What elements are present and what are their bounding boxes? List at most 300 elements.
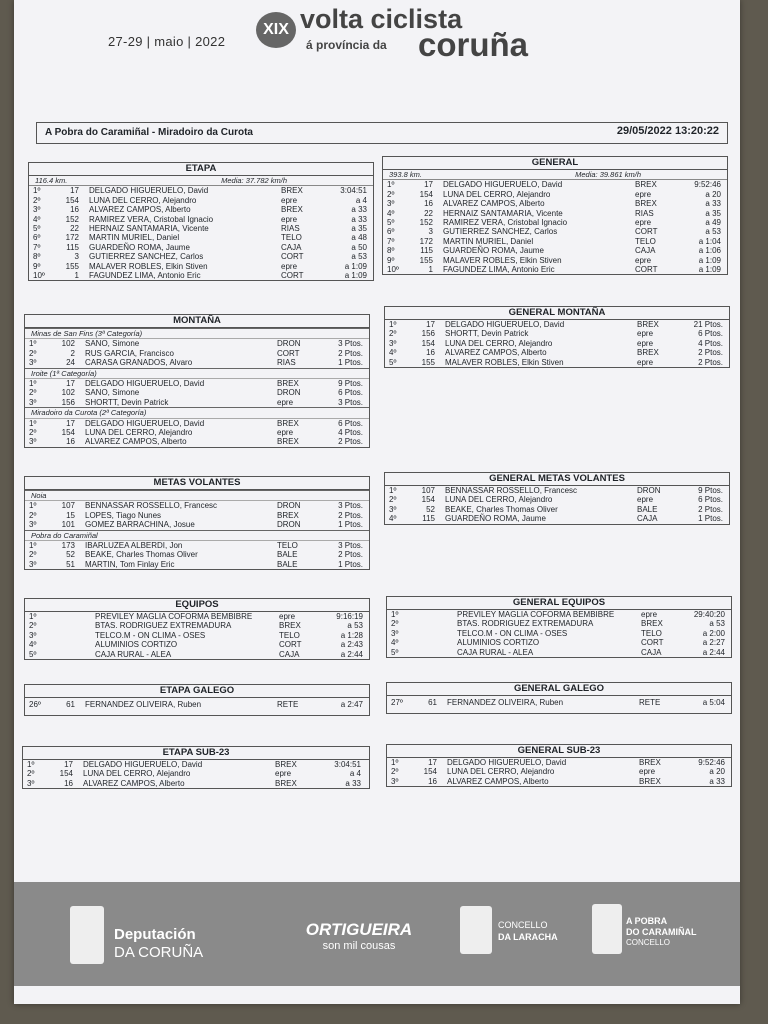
position: 1º [387, 180, 395, 190]
rider-name: FAGUNDEZ LIMA, Antonio Eric [89, 270, 201, 280]
team-code: DRON [277, 520, 301, 530]
general-title: GENERAL [383, 157, 727, 170]
group-label: Noia [25, 490, 369, 501]
table-row [385, 339, 729, 348]
team-code: epre [275, 769, 292, 779]
position: 5º [387, 217, 395, 227]
table-row [387, 758, 731, 767]
result-value: 6 Ptos. [698, 329, 723, 339]
galego-table [24, 684, 370, 716]
team-code: RIAS [635, 208, 654, 218]
gen-metas-title: GENERAL METAS VOLANTES [385, 473, 729, 486]
result-value: a 5:04 [702, 698, 725, 707]
result-value: a 49 [705, 217, 721, 227]
group-label: Iroite (1ª Categoría) [25, 368, 369, 379]
position: 3º [29, 358, 37, 368]
bib-number: 51 [66, 559, 75, 569]
table-row [383, 209, 727, 218]
gen-montana-rows [385, 320, 729, 367]
group-label: Minas de San Fins (3ª Categoría) [25, 328, 369, 339]
event-dates: 27-29 | maio | 2022 [108, 34, 226, 49]
table-row [385, 505, 729, 514]
table-row [387, 638, 731, 647]
position: 3º [29, 437, 37, 447]
team-code: BREX [637, 320, 659, 329]
group-label: Miradoiro da Curota (2ª Categoría) [25, 407, 369, 418]
bib-number: 16 [70, 205, 79, 215]
sponsor-pobra-line3: CONCELLO [626, 938, 671, 947]
bib-number: 16 [64, 778, 73, 788]
result-value: a 20 [709, 767, 725, 777]
team-name: CAJA RURAL - ALEA [457, 647, 534, 657]
team-code: DRON [637, 486, 661, 495]
bib-number: 115 [422, 514, 435, 524]
rider-name: LUNA DEL CERRO, Alejandro [85, 427, 193, 437]
rider-name: RAMIREZ VERA, Cristobal Ignacio [443, 217, 568, 227]
rider-name: FERNANDEZ OLIVEIRA, Ruben [85, 700, 202, 709]
position: 3º [27, 778, 35, 788]
table-row [25, 541, 369, 550]
rider-name: BEAKE, Charles Thomas Oliver [445, 504, 558, 514]
general-stats [383, 170, 727, 180]
group-rows [25, 541, 369, 569]
table-row [383, 180, 727, 189]
bib-number: 61 [428, 698, 437, 707]
stage-bar [36, 122, 728, 144]
rider-name: GUTIERREZ SANCHEZ, Carlos [89, 252, 204, 262]
result-value: a 2:00 [702, 628, 725, 638]
group-rows [25, 501, 369, 529]
result-value: 3 Ptos. [338, 397, 363, 407]
team-code: BALE [637, 504, 658, 514]
bib-number: 102 [61, 339, 75, 349]
bib-number: 22 [70, 223, 79, 233]
position: 10º [387, 264, 399, 274]
result-value: a 33 [709, 776, 725, 786]
position: 1º [33, 186, 41, 196]
result-value: a 1:28 [340, 630, 363, 640]
deputacion-crest-icon [70, 906, 104, 964]
result-value: 2 Ptos. [338, 510, 363, 520]
bib-number: 24 [66, 358, 75, 368]
position: 1º [27, 760, 35, 769]
metas-groups [25, 490, 369, 569]
team-code: RETE [639, 698, 661, 707]
position: 2º [29, 427, 37, 437]
result-value: a 35 [351, 223, 367, 233]
team-code: BREX [275, 760, 297, 769]
rider-name: GUARDEÑO ROMA, Jaume [445, 514, 546, 524]
team-code: epre [635, 217, 652, 227]
position: 3º [29, 559, 37, 569]
result-value: 2 Ptos. [698, 348, 723, 358]
rider-name: DELGADO HIGUERUELO, David [85, 378, 205, 388]
table-row [25, 437, 369, 446]
team-code: epre [637, 338, 654, 348]
metas-title: METAS VOLANTES [25, 477, 369, 490]
table-row [25, 511, 369, 520]
table-row [387, 648, 731, 657]
bib-number: 172 [419, 236, 433, 246]
position: 1º [29, 612, 37, 621]
sponsor-laracha-line2: DA LARACHA [498, 932, 558, 942]
table-row [23, 769, 369, 778]
team-code: CORT [635, 264, 658, 274]
rider-name: DELGADO HIGUERUELO, David [89, 186, 209, 196]
table-row [25, 550, 369, 559]
rider-name: LUNA DEL CERRO, Alejandro [443, 189, 551, 199]
general-km: 393.8 km. [389, 170, 422, 179]
gen-equipos-rows [387, 610, 731, 657]
table-row [25, 428, 369, 437]
team-code: CORT [281, 270, 304, 280]
gen-galego-title: GENERAL GALEGO [387, 683, 731, 696]
position: 8º [387, 246, 395, 256]
rider-name: HERNAIZ SANTAMARIA, Vicente [89, 223, 209, 233]
gen-sub23-title: GENERAL SUB-23 [387, 745, 731, 758]
team-code: epre [637, 495, 654, 505]
bib-number: 107 [421, 486, 435, 495]
result-value: 3:04:51 [340, 186, 367, 196]
result-value: a 33 [351, 205, 367, 215]
team-code: RIAS [281, 223, 300, 233]
team-code: BALE [277, 559, 298, 569]
team-code: BREX [639, 776, 661, 786]
team-name: ALUMINIOS CORTIZO [457, 638, 540, 648]
position: 3º [391, 776, 399, 786]
team-code: BREX [275, 778, 297, 788]
bib-number: 107 [61, 501, 75, 511]
bib-number: 154 [65, 195, 79, 205]
result-value: 9:52:46 [698, 758, 725, 767]
result-value: a 2:44 [702, 647, 725, 657]
bib-number: 16 [426, 348, 435, 358]
result-value: 1 Ptos. [698, 514, 723, 524]
position: 4º [391, 638, 399, 648]
result-value: 4 Ptos. [338, 427, 363, 437]
sub23-rows [23, 760, 369, 788]
table-row [387, 767, 731, 776]
rider-name: BENNASSAR ROSSELLO, Francesc [85, 501, 218, 511]
position: 2º [389, 495, 397, 505]
rider-name: SANO, Simone [85, 388, 140, 398]
team-name: PREVILEY MAGLIA COFORMA BEMBIBRE [457, 610, 615, 619]
position: 8º [33, 252, 41, 262]
position: 1º [29, 501, 37, 511]
team-code: CAJA [641, 647, 662, 657]
result-value: a 2:47 [340, 700, 363, 709]
table-row [383, 256, 727, 265]
rider-name: IBARLUZEA ALBERDI, Jon [85, 540, 183, 550]
result-value: 1 Ptos. [338, 559, 363, 569]
rider-name: LUNA DEL CERRO, Alejandro [89, 195, 197, 205]
sponsor-ortigueira-line2: son mil cousas [322, 940, 396, 952]
etapa-title: ETAPA [29, 163, 373, 176]
stage-name: A Pobra do Caramiñal - Miradoiro da Curota [45, 127, 253, 138]
rider-name: ALVAREZ CAMPOS, Alberto [89, 205, 191, 215]
rider-name: DELGADO HIGUERUELO, David [85, 418, 205, 428]
rider-name: LUNA DEL CERRO, Alejandro [447, 767, 555, 777]
team-code: BREX [277, 437, 299, 447]
result-value: a 1:04 [698, 236, 721, 246]
team-code: epre [281, 214, 298, 224]
result-value: a 53 [351, 252, 367, 262]
bib-number: 15 [66, 510, 75, 520]
equipos-rows [25, 612, 369, 659]
result-value: 3 Ptos. [338, 540, 363, 550]
table-row [25, 640, 369, 649]
table-row [25, 419, 369, 428]
result-value: a 2:43 [340, 640, 363, 650]
table-row [387, 610, 731, 619]
table-row [25, 631, 369, 640]
team-code: epre [277, 427, 294, 437]
montana-title: MONTAÑA [25, 315, 369, 328]
sponsor-deputacion-line1: Deputación [114, 926, 196, 943]
position: 4º [389, 348, 397, 358]
position: 1º [389, 486, 397, 495]
team-name: BTAS. RODRIGUEZ EXTREMADURA [95, 621, 232, 631]
position: 9º [33, 261, 41, 271]
position: 2º [33, 195, 41, 205]
event-subtitle: á província da [306, 38, 387, 52]
table-row [25, 560, 369, 569]
sub23-table [22, 746, 370, 789]
rider-name: DELGADO HIGUERUELO, David [445, 320, 565, 329]
result-value: a 1:09 [344, 261, 367, 271]
bib-number: 52 [426, 504, 435, 514]
team-name: PREVILEY MAGLIA COFORMA BEMBIBRE [95, 612, 253, 621]
result-value: 3 Ptos. [338, 501, 363, 511]
general-table [382, 156, 728, 275]
rider-name: GUARDEÑO ROMA, Jaume [443, 246, 544, 256]
bib-number: 17 [424, 180, 433, 190]
gen-sub23-table [386, 744, 732, 787]
table-row [25, 501, 369, 510]
sponsor-ortigueira-line1: ORTIGUEIRA [305, 920, 413, 939]
gen-montana-table [384, 306, 730, 368]
rider-name: LUNA DEL CERRO, Alejandro [445, 495, 553, 505]
position: 2º [391, 619, 399, 629]
team-name: TELCO.M - ON CLIMA - OSES [457, 628, 568, 638]
bib-number: 17 [66, 418, 75, 428]
bib-number: 154 [59, 769, 73, 779]
team-code: epre [281, 261, 298, 271]
table-row [25, 339, 369, 348]
team-code: epre [635, 189, 652, 199]
bib-number: 1 [74, 270, 79, 280]
team-code: CAJA [637, 514, 658, 524]
result-value: a 20 [705, 189, 721, 199]
team-code: CAJA [281, 242, 302, 252]
position: 1º [29, 378, 37, 388]
rider-name: ALVAREZ CAMPOS, Alberto [85, 437, 187, 447]
position: 3º [29, 520, 37, 530]
table-row [387, 777, 731, 786]
position: 3º [29, 630, 37, 640]
bib-number: 156 [61, 397, 75, 407]
rider-name: MALAVER ROBLES, Elkin Stiven [443, 255, 562, 265]
gen-equipos-table [386, 596, 732, 658]
team-code: BALE [277, 550, 298, 560]
team-name: CAJA RURAL - ALEA [95, 649, 172, 659]
table-row [23, 760, 369, 769]
table-row [25, 349, 369, 358]
position: 5º [389, 357, 397, 367]
bib-number: 3 [74, 252, 79, 262]
etapa-table [28, 162, 374, 281]
group-rows [25, 339, 369, 367]
sponsor-pobra-line2: DO CARAMIÑAL [626, 927, 697, 937]
result-value: a 2:44 [340, 649, 363, 659]
result-value: a 50 [351, 242, 367, 252]
team-code: TELO [635, 236, 656, 246]
bib-number: 2 [70, 348, 75, 358]
sponsor-pobra-line1: A POBRA [626, 916, 668, 926]
position: 2º [29, 621, 37, 631]
bib-number: 154 [423, 767, 437, 777]
bib-number: 155 [65, 261, 79, 271]
table-row [385, 495, 729, 504]
table-row [387, 619, 731, 628]
team-code: TELO [641, 628, 662, 638]
rider-name: DELGADO HIGUERUELO, David [443, 180, 563, 190]
result-value: 2 Ptos. [698, 357, 723, 367]
rider-name: GOMEZ BARRACHINA, Josue [85, 520, 195, 530]
result-value: 29:40:20 [693, 610, 725, 619]
position: 1º [391, 610, 399, 619]
table-row [383, 246, 727, 255]
position: 2º [27, 769, 35, 779]
table-row [25, 379, 369, 388]
team-name: ALUMINIOS CORTIZO [95, 640, 178, 650]
bib-number: 17 [66, 378, 75, 388]
result-value: 2 Ptos. [698, 504, 723, 514]
bib-number: 155 [421, 357, 435, 367]
result-value: 6 Ptos. [338, 418, 363, 428]
result-value: a 48 [351, 233, 367, 243]
team-code: epre [277, 397, 294, 407]
bib-number: 152 [65, 214, 79, 224]
bib-number: 16 [66, 437, 75, 447]
team-code: TELO [277, 540, 298, 550]
team-code: BREX [279, 621, 301, 631]
etapa-km: 116.4 km. [35, 176, 68, 185]
position: 4º [387, 208, 395, 218]
rider-name: FAGUNDEZ LIMA, Antonio Eric [443, 264, 555, 274]
team-code: DRON [277, 501, 301, 511]
position: 26º [29, 700, 41, 709]
table-row [29, 243, 373, 252]
bib-number: 52 [66, 550, 75, 560]
rider-name: GUARDEÑO ROMA, Jaume [89, 242, 190, 252]
etapa-rows [29, 186, 373, 280]
position: 5º [33, 223, 41, 233]
table-row [385, 329, 729, 338]
table-row [25, 388, 369, 397]
table-row [25, 621, 369, 630]
montana-table [24, 314, 370, 448]
result-value: 2 Ptos. [338, 550, 363, 560]
team-code: BREX [277, 378, 299, 388]
galego-title: ETAPA GALEGO [25, 685, 369, 698]
position: 9º [387, 255, 395, 265]
event-title-region: coruña [418, 26, 529, 63]
etapa-media: Media: 37.782 km/h [221, 176, 287, 185]
result-value: 21 Ptos. [693, 320, 723, 329]
pobra-crest-icon [592, 904, 622, 954]
result-value: a 33 [351, 214, 367, 224]
table-row [29, 186, 373, 195]
event-title: volta ciclista [300, 4, 463, 34]
sub23-title: ETAPA SUB-23 [23, 747, 369, 760]
bib-number: 16 [424, 199, 433, 209]
team-code: BREX [281, 186, 303, 196]
table-row [385, 486, 729, 495]
team-code: BREX [277, 418, 299, 428]
position: 2º [389, 329, 397, 339]
gen-metas-table [384, 472, 730, 525]
position: 4º [33, 214, 41, 224]
team-code: TELO [281, 233, 302, 243]
general-rows [383, 180, 727, 274]
table-row [387, 629, 731, 638]
team-code: BREX [641, 619, 663, 629]
result-value: a 53 [347, 621, 363, 631]
position: 3º [389, 504, 397, 514]
gen-metas-rows [385, 486, 729, 524]
table-row [383, 237, 727, 246]
montana-groups [25, 328, 369, 447]
result-value: a 1:09 [698, 255, 721, 265]
bib-number: 154 [419, 189, 433, 199]
result-value: 9 Ptos. [338, 378, 363, 388]
team-code: epre [639, 767, 656, 777]
team-code: CORT [635, 227, 658, 237]
table-row [29, 233, 373, 242]
team-code: CORT [279, 640, 302, 650]
position: 10º [33, 270, 45, 280]
rider-name: BEAKE, Charles Thomas Oliver [85, 550, 198, 560]
group-rows [25, 419, 369, 447]
rider-name: ALVAREZ CAMPOS, Alberto [443, 199, 545, 209]
team-code: BREX [277, 510, 299, 520]
rider-name: SANO, Simone [85, 339, 140, 349]
result-value: a 4 [355, 195, 367, 205]
table-row [25, 520, 369, 529]
rider-name: CARASA GRANADOS, Alvaro [85, 358, 193, 368]
group-rows [25, 379, 369, 407]
team-name: BTAS. RODRIGUEZ EXTREMADURA [457, 619, 594, 629]
metas-table [24, 476, 370, 570]
result-value: 1 Ptos. [338, 520, 363, 530]
team-code: BREX [281, 205, 303, 215]
bib-number: 17 [64, 760, 73, 769]
bib-number: 17 [428, 758, 437, 767]
rider-name: SHORTT, Devin Patrick [445, 329, 529, 339]
team-code: CAJA [635, 246, 656, 256]
position: 6º [387, 227, 395, 237]
position: 1º [29, 540, 37, 550]
team-code: epre [641, 610, 658, 619]
position: 1º [391, 758, 399, 767]
rider-name: DELGADO HIGUERUELO, David [447, 758, 567, 767]
result-value: a 1:09 [698, 264, 721, 274]
table-row [29, 262, 373, 271]
result-value: 3:04:51 [334, 760, 361, 769]
rider-name: ALVAREZ CAMPOS, Alberto [445, 348, 547, 358]
gen-sub23-rows [387, 758, 731, 786]
